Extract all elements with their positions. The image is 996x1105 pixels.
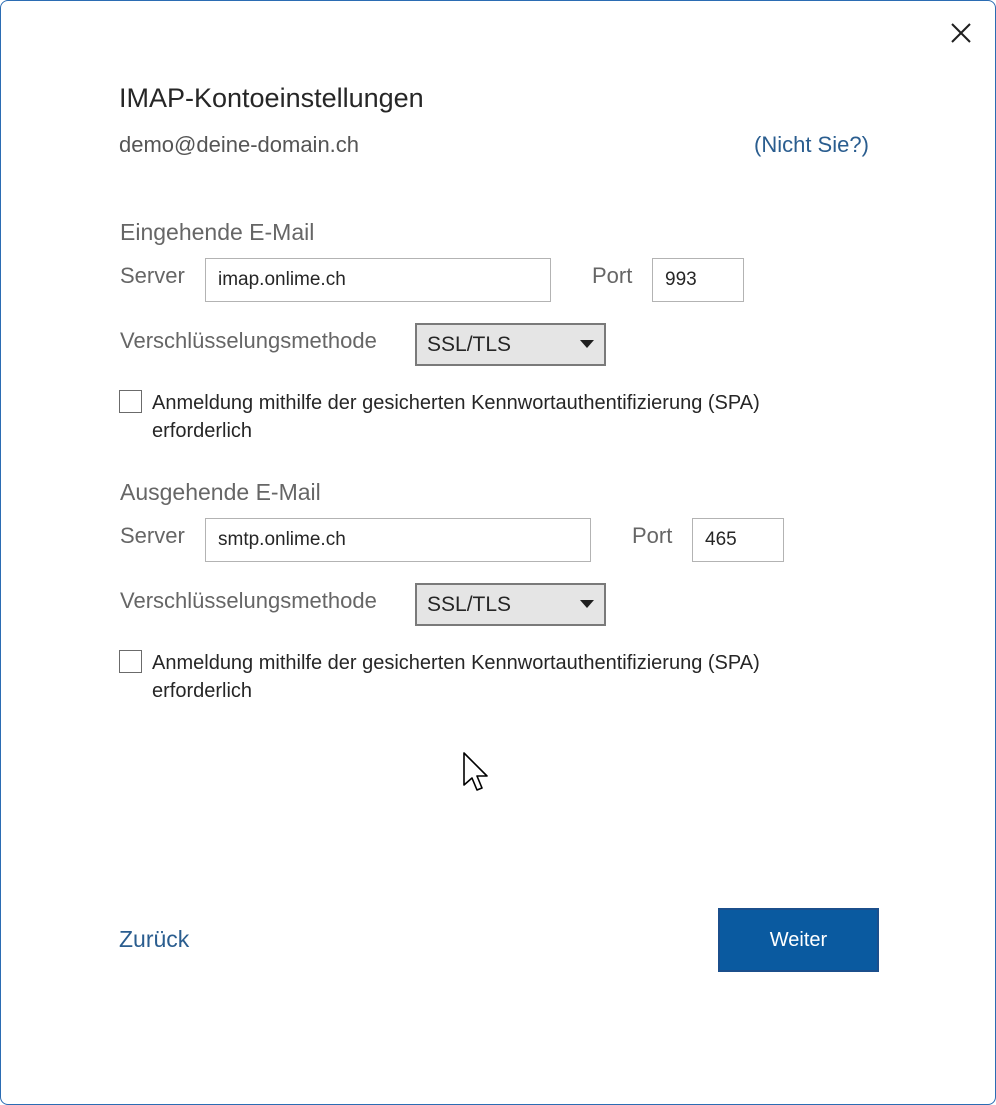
dropdown-arrow-icon bbox=[580, 600, 594, 608]
outgoing-port-label: Port bbox=[632, 523, 673, 548]
back-link[interactable]: Zurück bbox=[119, 926, 190, 952]
close-button[interactable] bbox=[941, 13, 981, 53]
outgoing-section-title: Ausgehende E-Mail bbox=[120, 479, 321, 505]
incoming-encryption-value: SSL/TLS bbox=[427, 333, 512, 356]
dropdown-arrow-icon bbox=[580, 340, 594, 348]
dialog-title: IMAP-Kontoeinstellungen bbox=[119, 83, 424, 113]
outgoing-port-input[interactable]: 465 bbox=[692, 518, 784, 562]
outgoing-spa-checkbox[interactable] bbox=[119, 650, 142, 673]
incoming-spa-label: Anmeldung mithilfe der gesicherten Kennwortauthentifizierung (SPA) erforderlich bbox=[152, 392, 760, 442]
not-you-link[interactable]: (Nicht Sie?) bbox=[754, 132, 869, 157]
incoming-port-input[interactable]: 993 bbox=[652, 258, 744, 302]
outgoing-encryption-label: Verschlüsselungsmethode bbox=[120, 588, 377, 613]
incoming-encryption-label: Verschlüsselungsmethode bbox=[120, 328, 377, 353]
next-button[interactable]: Weiter bbox=[718, 908, 879, 972]
incoming-section-title: Eingehende E-Mail bbox=[120, 219, 315, 245]
incoming-server-input[interactable]: imap.onlime.ch bbox=[205, 258, 551, 302]
outgoing-spa-label: Anmeldung mithilfe der gesicherten Kennwortauthentifizierung (SPA) erforderlich bbox=[152, 652, 760, 702]
incoming-server-label: Server bbox=[120, 263, 185, 288]
close-icon bbox=[950, 22, 972, 44]
outgoing-server-label: Server bbox=[120, 523, 185, 548]
outgoing-encryption-value: SSL/TLS bbox=[427, 593, 512, 616]
outgoing-encryption-select[interactable] bbox=[415, 583, 606, 626]
incoming-spa-checkbox[interactable] bbox=[119, 390, 142, 413]
incoming-encryption-select[interactable] bbox=[415, 323, 606, 366]
outgoing-server-input[interactable]: smtp.onlime.ch bbox=[205, 518, 591, 562]
incoming-port-label: Port bbox=[592, 263, 633, 288]
account-email: demo@deine-domain.ch bbox=[119, 132, 360, 157]
mouse-cursor-icon bbox=[462, 751, 490, 793]
